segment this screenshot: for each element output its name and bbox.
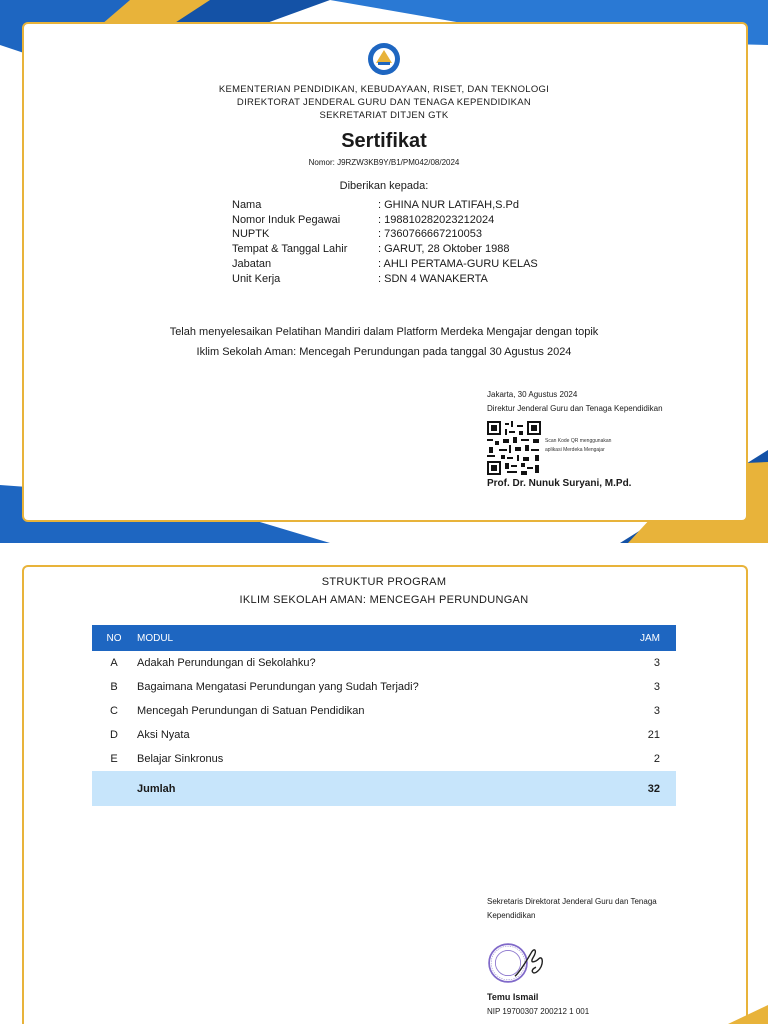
- qr-note-line-2: aplikasi Merdeka Mengajar: [545, 447, 605, 453]
- signer-title: Direktur Jenderal Guru dan Tenaga Kependidikan: [487, 404, 663, 413]
- secretary-nip: NIP 19700307 200212 1 001: [487, 1007, 590, 1016]
- completion-statement: [0, 322, 768, 362]
- qr-code-icon[interactable]: [487, 421, 541, 475]
- program-title-line-2: IKLIM SEKOLAH AMAN: MENCEGAH PERUNDUNGAN: [239, 594, 529, 606]
- info-value: : SDN 4 WANAKERTA: [378, 272, 488, 285]
- secretary-name: Temu Ismail: [487, 992, 539, 1002]
- header-line-3: SEKRETARIAT DITJEN GTK: [319, 110, 449, 121]
- secretary-title: Sekretaris Direktorat Jenderal Guru dan Tenaga Kependidikan: [487, 897, 657, 920]
- program-title-line-1: STRUKTUR PROGRAM: [321, 576, 447, 588]
- info-value: : AHLI PERTAMA-GURU KELAS: [378, 257, 538, 270]
- total-spacer: [92, 771, 136, 806]
- statement-line-1: Telah menyelesaikan Pelatihan Mandiri dalam Platform Merdeka Mengajar dengan topik: [169, 326, 599, 338]
- info-value: : GARUT, 28 Oktober 1988: [378, 243, 510, 256]
- info-label: NUPTK: [232, 228, 270, 241]
- header-line-2: DIREKTORAT JENDERAL GURU DAN TENAGA KEPENDIDIKAN: [236, 97, 532, 108]
- row-jam: 3: [653, 657, 660, 669]
- program-title: [0, 573, 768, 609]
- column-header-no: NO: [92, 625, 136, 651]
- table-row: [92, 675, 676, 699]
- info-label: Nomor Induk Pegawai: [232, 213, 341, 226]
- row-no: E: [110, 753, 118, 765]
- column-header-modul: MODUL: [136, 625, 589, 651]
- total-value: 32: [589, 771, 676, 806]
- info-row: [232, 198, 538, 213]
- table-row: [92, 651, 676, 675]
- tut-wuri-handayani-logo-icon: [367, 41, 401, 77]
- qr-instructions: [545, 437, 611, 455]
- place-date: Jakarta, 30 Agustus 2024: [487, 390, 578, 399]
- row-modul: Bagaimana Mengatasi Perundungan yang Sudah Terjadi?: [137, 681, 419, 693]
- total-label: Jumlah: [136, 771, 589, 806]
- row-no: A: [110, 657, 118, 669]
- row-modul: Adakah Perundungan di Sekolahku?: [137, 657, 316, 669]
- info-row: [232, 242, 538, 257]
- row-modul: Aksi Nyata: [137, 729, 190, 741]
- statement-line-2: Iklim Sekolah Aman: Mencegah Perundungan pada tanggal 30 Agustus 2024: [196, 346, 572, 358]
- row-modul: Belajar Sinkronus: [137, 753, 224, 765]
- certificate-number: Nomor: J9RZW3KB9Y/B1/PM042/08/2024: [308, 158, 460, 167]
- row-jam: 3: [653, 705, 660, 717]
- info-value: : GHINA NUR LATIFAH,S.Pd: [378, 199, 519, 211]
- signer-name: Prof. Dr. Nunuk Suryani, M.Pd.: [487, 478, 632, 489]
- info-label: Nama: [232, 199, 262, 211]
- signature-block: [487, 388, 663, 416]
- table-row: [92, 699, 676, 723]
- info-label: Tempat & Tanggal Lahir: [232, 243, 348, 256]
- table-header-row: [92, 625, 676, 651]
- program-page: [0, 565, 768, 1024]
- qr-note-line-1: Scan Kode QR menggunakan: [545, 438, 612, 444]
- info-value: : 7360766667210053: [378, 228, 482, 241]
- info-row: [232, 257, 538, 272]
- row-no: B: [110, 681, 118, 693]
- info-label: Unit Kerja: [232, 272, 281, 285]
- recipient-info: [232, 198, 538, 286]
- row-no: C: [110, 705, 118, 717]
- header-line-1: KEMENTERIAN PENDIDIKAN, KEBUDAYAAN, RISET, DAN TEKNOLOGI: [218, 84, 550, 95]
- page-gap: [0, 543, 768, 565]
- row-jam: 2: [653, 753, 660, 765]
- program-table: [92, 625, 676, 806]
- column-header-jam: JAM: [589, 625, 676, 651]
- info-row: [232, 227, 538, 242]
- table-row: [92, 723, 676, 747]
- official-stamp-icon: [487, 928, 557, 998]
- given-to-label: Diberikan kepada:: [339, 180, 429, 192]
- row-jam: 3: [653, 681, 660, 693]
- table-row: [92, 747, 676, 771]
- total-row: [92, 771, 676, 806]
- ministry-header: [0, 83, 768, 122]
- info-row: [232, 213, 538, 228]
- row-modul: Mencegah Perundungan di Satuan Pendidikan: [137, 705, 365, 717]
- row-jam: 21: [647, 729, 660, 741]
- info-row: [232, 272, 538, 287]
- certificate-title: Sertifikat: [341, 130, 427, 152]
- row-no: D: [110, 729, 118, 741]
- info-value: : 198810282023212024: [378, 213, 495, 226]
- info-label: Jabatan: [232, 257, 272, 270]
